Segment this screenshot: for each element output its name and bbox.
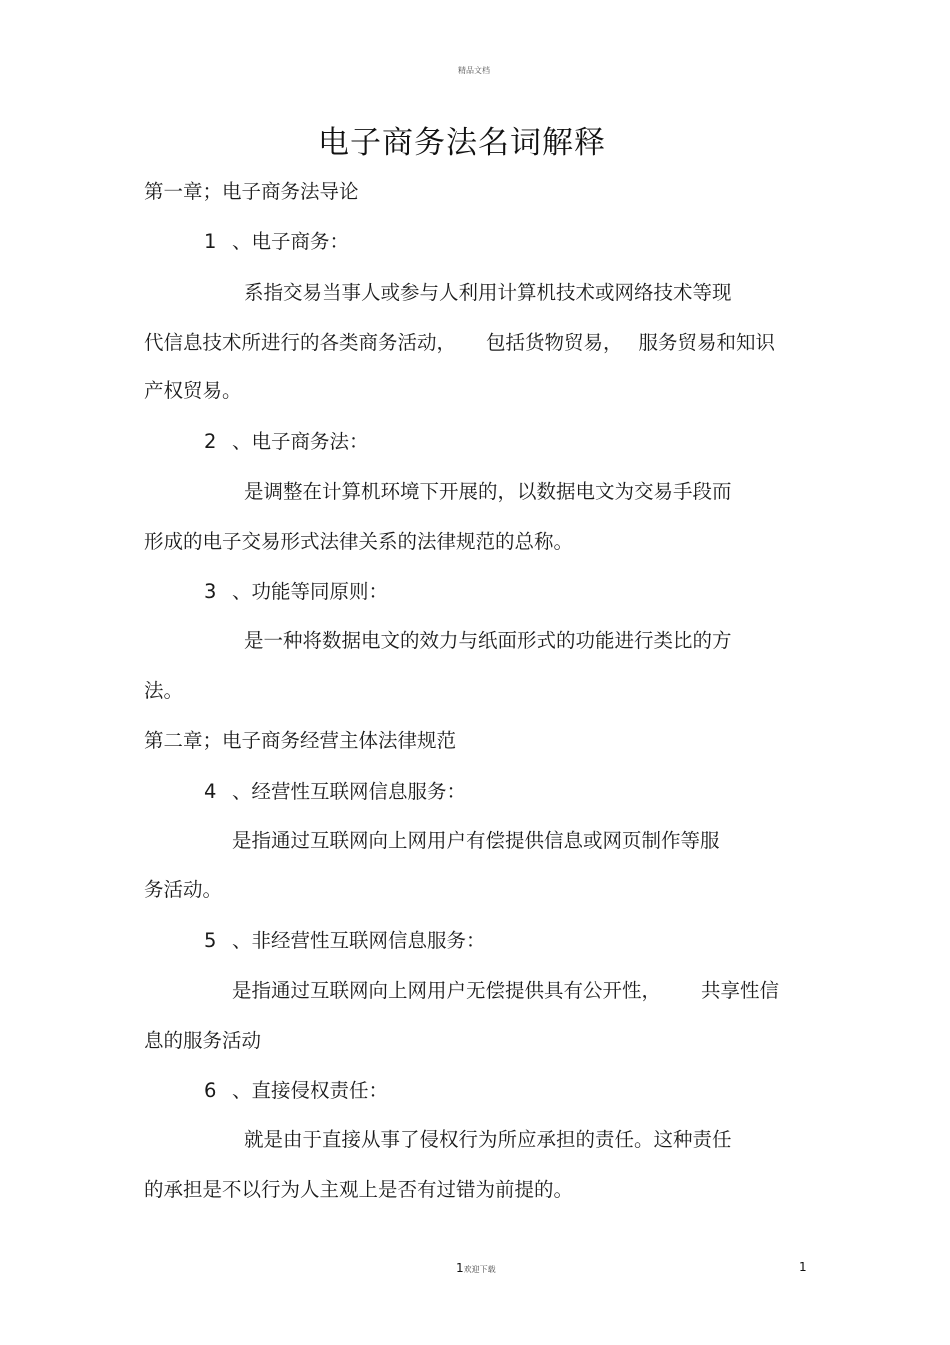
definition-line: 形成的电子交易形式法律关系的法律规范的总称。 <box>144 530 574 553</box>
definition-segment: 包括货物贸易， <box>486 331 623 354</box>
term-number: 4 <box>204 780 217 803</box>
page-header: 精品文档 <box>458 66 490 75</box>
definition-line <box>144 333 775 353</box>
term-heading <box>204 1081 388 1101</box>
definition-line: 法。 <box>144 679 184 702</box>
term-number: 5 <box>204 929 217 952</box>
term-label: 、经营性互联网信息服务： <box>232 780 467 803</box>
page-number: 1 <box>799 1260 807 1274</box>
term-label: 、功能等同原则： <box>232 580 389 603</box>
footer-text: 欢迎下载 <box>463 1265 496 1274</box>
term-heading <box>204 432 369 452</box>
definition-line: 就是由于直接从事了侵权行为所应承担的责任。这种责任 <box>244 1128 732 1151</box>
page-title: 电子商务法名词解释 <box>318 125 606 161</box>
definition-line: 息的服务活动 <box>144 1029 262 1052</box>
chapter-heading: 第一章；电子商务法导论 <box>144 180 359 203</box>
term-heading <box>204 582 388 602</box>
term-number: 2 <box>204 430 217 453</box>
definition-line: 的承担是不以行为人主观上是否有过错为前提的。 <box>144 1178 574 1201</box>
definition-segment: 代信息技术所进行的各类商务活动， <box>144 331 457 354</box>
footer-number: 1 <box>456 1261 464 1275</box>
term-label: 、电子商务法： <box>232 430 369 453</box>
term-label: 、非经营性互联网信息服务： <box>232 929 486 952</box>
term-heading <box>204 782 466 802</box>
definition-line: 是调整在计算机环境下开展的，以数据电文为交易手段而 <box>244 480 732 503</box>
definition-line: 务活动。 <box>144 878 223 901</box>
term-number: 1 <box>204 230 217 253</box>
term-heading <box>204 232 349 252</box>
term-number: 6 <box>204 1079 217 1102</box>
chapter-heading: 第二章；电子商务经营主体法律规范 <box>144 729 457 752</box>
term-label: 、电子商务： <box>232 230 350 253</box>
definition-segment: 服务贸易和知识 <box>638 331 776 354</box>
definition-segment: 是指通过互联网向上网用户无偿提供具有公开性， <box>232 979 662 1002</box>
definition-line: 是指通过互联网向上网用户有偿提供信息或网页制作等服 <box>232 829 720 852</box>
term-heading <box>204 931 486 951</box>
definition-line: 产权贸易。 <box>144 379 242 402</box>
term-label: 、直接侵权责任： <box>232 1079 389 1102</box>
definition-line <box>232 981 779 1001</box>
definition-segment: 共享性信 <box>701 979 780 1002</box>
term-number: 3 <box>204 580 217 603</box>
definition-line: 是一种将数据电文的效力与纸面形式的功能进行类比的方 <box>244 629 732 652</box>
definition-line: 系指交易当事人或参与人利用计算机技术或网络技术等现 <box>244 281 732 304</box>
page-footer <box>456 1262 496 1274</box>
